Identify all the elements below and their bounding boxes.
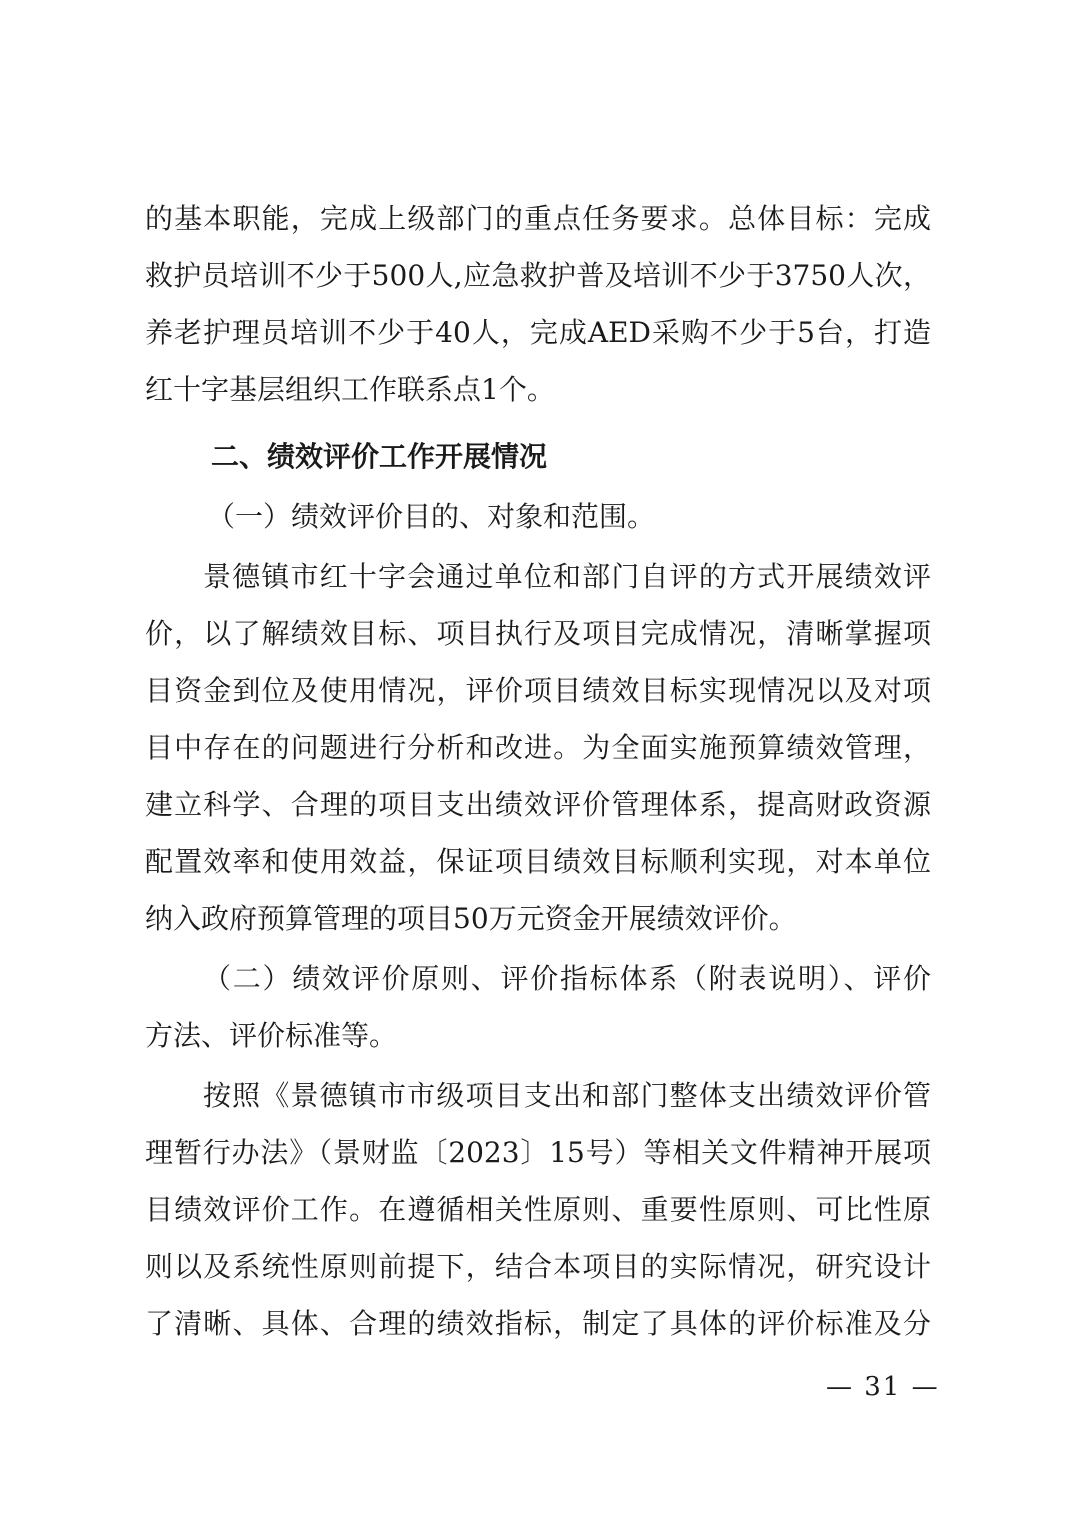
text-line: 目中存在的问题进行分析和改进。为全面实施预算绩效管理， — [145, 731, 931, 764]
text-line: 价，以了解绩效目标、项目执行及项目完成情况，清晰掌握项 — [145, 617, 931, 650]
text-line: 的基本职能，完成上级部门的重点任务要求。总体目标：完成 — [145, 202, 931, 235]
paragraph-evaluation-principles-heading — [145, 950, 931, 1064]
text-line: 则以及系统性原则前提下，结合本项目的实际情况，研究设计 — [145, 1250, 931, 1283]
text-line: 方法、评价标准等。 — [145, 1019, 398, 1052]
text-line: 按照《景德镇市市级项目支出和部门整体支出绩效评价管 — [203, 1079, 931, 1112]
text-line: 养老护理员培训不少于40人，完成AED采购不少于5台，打造 — [145, 316, 931, 349]
text-line: 建立科学、合理的项目支出绩效评价管理体系，提高财政资源 — [145, 788, 931, 821]
text-line: 红十字基层组织工作联系点1个。 — [145, 373, 555, 406]
paragraph-evaluation-purpose — [145, 548, 931, 947]
text-line: 目资金到位及使用情况，评价项目绩效目标实现情况以及对项 — [145, 674, 931, 707]
paragraph-overall-goal — [145, 190, 931, 418]
text-line: （二）绩效评价原则、评价指标体系（附表说明）、评价 — [203, 962, 931, 995]
page-number: — 31 — — [826, 1372, 940, 1402]
section-heading: 二、绩效评价工作开展情况 — [211, 440, 548, 473]
text-line: 理暂行办法》（景财监〔2023〕15号）等相关文件精神开展项 — [145, 1136, 931, 1169]
text-line: 目绩效评价工作。在遵循相关性原则、重要性原则、可比性原 — [145, 1193, 931, 1226]
text-line: 景德镇市红十字会通过单位和部门自评的方式开展绩效评 — [203, 560, 931, 593]
text-line: 了清晰、具体、合理的绩效指标，制定了具体的评价标准及分 — [145, 1307, 931, 1340]
text-line: 纳入政府预算管理的项目50万元资金开展绩效评价。 — [145, 902, 797, 935]
text-line: 配置效率和使用效益，保证项目绩效目标顺利实现，对本单位 — [145, 845, 931, 878]
subsection-heading: （一）绩效评价目的、对象和范围。 — [207, 500, 656, 533]
document-body — [145, 190, 931, 1352]
text-line: 救护员培训不少于500人,应急救护普及培训不少于3750人次， — [145, 259, 931, 292]
paragraph-evaluation-basis — [145, 1067, 931, 1352]
